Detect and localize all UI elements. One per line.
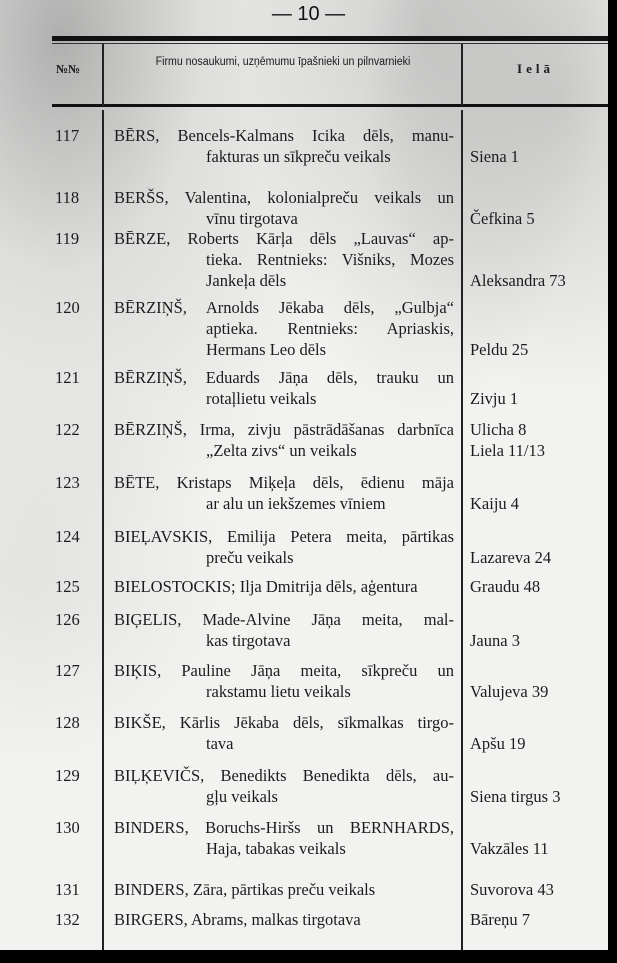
- entry-line: Haja, tabakas veikals: [206, 839, 346, 858]
- entry-line: BĒTE, Kristaps Miķeļa dēls, ēdienu māja: [114, 473, 454, 492]
- entry-description: [114, 472, 454, 514]
- entry-line: rotaļlietu veikals: [206, 389, 317, 408]
- street-address: Siena tirgus 3: [470, 787, 561, 806]
- entry-line: aptieka. Rentnieks: Apriaskis,: [206, 319, 454, 338]
- entry-line: BIRGERS, Abrams, malkas tirgotava: [114, 910, 361, 929]
- entry-description: [114, 660, 454, 702]
- entry-line: rakstamu lietu veikals: [206, 682, 351, 701]
- entry-description: [114, 879, 454, 900]
- entry-line: tava: [206, 734, 234, 753]
- entry-description: [114, 576, 454, 597]
- entry-street: [470, 630, 610, 651]
- entry-line: BĒRZIŅŠ, Irma, zivju pāstrādāšanas darbnīca: [114, 420, 454, 439]
- top-rule-thin: [52, 43, 608, 44]
- entry-number: 123: [55, 473, 80, 492]
- street-address: Siena 1: [470, 147, 520, 166]
- header-street-column: Ielā: [517, 61, 554, 76]
- entry-street: [470, 419, 610, 461]
- entry-street: [470, 733, 610, 754]
- entry-description: [114, 419, 454, 461]
- top-rule: [52, 36, 608, 41]
- entry-description: [114, 125, 454, 167]
- entry-number: 118: [55, 188, 80, 207]
- street-address: Apšu 19: [470, 734, 526, 753]
- street-address: Kaiju 4: [470, 494, 520, 513]
- entry-line: fakturas un sīkpreču veikals: [206, 147, 391, 166]
- entry-number: 130: [55, 818, 80, 837]
- street-address: Jauna 3: [470, 631, 520, 650]
- entry-line: BINDERS, Boruchs-Hiršs un BERNHARDS,: [114, 818, 454, 837]
- entry-line: Jankeļa dēls: [206, 271, 287, 290]
- street-address: Graudu 48: [470, 577, 541, 596]
- entry-line: BIĻĶEVIČS, Benedikts Benedikta dēls, au-: [114, 766, 454, 785]
- entry-number: 129: [55, 766, 80, 785]
- entry-line: „Zelta zivs“ un veikals: [206, 441, 357, 460]
- page-number: — 10 —: [271, 3, 346, 25]
- entry-number: 132: [55, 910, 80, 929]
- entry-line: BIĢELIS, Made-Alvine Jāņa meita, mal-: [114, 610, 454, 629]
- entry-line: BINDERS, Zāra, pārtikas preču veikals: [114, 880, 376, 899]
- street-address: Suvorova 43: [470, 880, 554, 899]
- entry-street: [470, 547, 610, 568]
- street-address: Ulicha 8: [470, 420, 527, 439]
- entry-line: BĒRZIŅŠ, Arnolds Jēkaba dēls, „Gulbja“: [114, 298, 454, 317]
- entry-description: [114, 367, 454, 409]
- entry-street: [470, 838, 610, 859]
- entry-street: [470, 576, 610, 597]
- column-divider: [102, 110, 104, 950]
- street-address: Peldu 25: [470, 340, 529, 359]
- column-divider: [461, 110, 463, 950]
- entry-description: [114, 817, 454, 859]
- entry-line: BIKŠE, Kārlis Jēkaba dēls, sīkmalkas tirgo-: [114, 713, 454, 732]
- entry-number: 119: [55, 229, 80, 248]
- entry-street: [470, 909, 610, 930]
- entry-description: [114, 228, 454, 291]
- entry-line: BĒRZE, Roberts Kārļa dēls „Lauvas“ ap-: [114, 229, 454, 248]
- entry-street: [470, 879, 610, 900]
- entry-street: [470, 270, 610, 291]
- entry-number: 131: [55, 880, 80, 899]
- entry-street: [470, 146, 610, 167]
- entry-street: [470, 388, 610, 409]
- entry-number: 117: [55, 126, 80, 145]
- entry-street: [470, 208, 610, 229]
- entry-description: [114, 526, 454, 568]
- entry-description: [114, 297, 454, 360]
- entry-street: [470, 786, 610, 807]
- entry-number: 127: [55, 661, 80, 680]
- entry-line: ar alu un iekšzemes vīniem: [206, 494, 386, 513]
- entry-line: kas tirgotava: [206, 631, 291, 650]
- entry-description: [114, 765, 454, 807]
- entry-line: Hermans Leo dēls: [206, 340, 327, 359]
- entry-number: 120: [55, 298, 80, 317]
- entry-line: tieka. Rentnieks: Višniks, Mozes: [206, 250, 454, 269]
- entry-description: [114, 609, 454, 651]
- street-address: Liela 11/13: [470, 441, 545, 460]
- entry-line: BERŠS, Valentina, kolonialpreču veikals un: [114, 188, 454, 207]
- header-rule: [52, 104, 608, 107]
- street-address: Valujeva 39: [470, 682, 549, 701]
- entry-description: [114, 187, 454, 229]
- entry-description: [114, 712, 454, 754]
- entry-number: 122: [55, 420, 80, 439]
- bottom-edge: [0, 950, 617, 963]
- entry-line: BIĶIS, Pauline Jāņa meita, sīkpreču un: [114, 661, 454, 680]
- street-address: Zivju 1: [470, 389, 519, 408]
- header-name-column: Firmu nosaukumi, uzņēmumu īpašnieki un pilnvarnieki: [155, 56, 411, 68]
- entry-line: gļu veikals: [206, 787, 278, 806]
- entry-number: 126: [55, 610, 80, 629]
- entry-street: [470, 493, 610, 514]
- entry-line: BĒRZIŅŠ, Eduards Jāņa dēls, trauku un: [114, 368, 454, 387]
- entry-street: [470, 339, 610, 360]
- header-number-column: №№: [56, 62, 81, 76]
- entry-number: 128: [55, 713, 80, 732]
- entry-street: [470, 681, 610, 702]
- column-divider: [102, 44, 104, 106]
- street-address: Čefkina 5: [470, 209, 535, 228]
- street-address: Aleksandra 73: [470, 271, 566, 290]
- entry-number: 125: [55, 577, 80, 596]
- entry-line: BIELOSTOCKIS; Ilja Dmitrija dēls, aģentura: [114, 577, 418, 596]
- entry-line: BĒRS, Bencels-Kalmans Icika dēls, manu-: [114, 126, 454, 145]
- entry-description: [114, 909, 454, 930]
- street-address: Bāreņu 7: [470, 910, 531, 929]
- entry-line: vīnu tirgotava: [206, 209, 298, 228]
- entry-number: 121: [55, 368, 80, 387]
- entry-number: 124: [55, 527, 80, 546]
- street-address: Lazareva 24: [470, 548, 552, 567]
- street-address: Vakzāles 11: [470, 839, 549, 858]
- entry-line: BIEĻAVSKIS, Emilija Petera meita, pārtikas: [114, 527, 454, 546]
- entry-line: preču veikals: [206, 548, 294, 567]
